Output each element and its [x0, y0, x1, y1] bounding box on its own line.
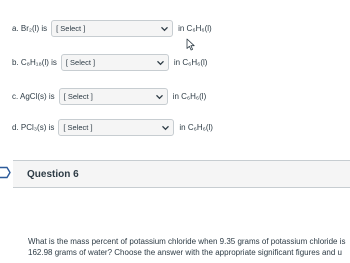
question-6-title: Question 6	[27, 169, 79, 180]
question-a-select[interactable]	[51, 20, 173, 37]
question-6-header	[13, 160, 350, 188]
question-6-text	[28, 236, 350, 258]
question-a-select-value: [ Select ]	[56, 24, 86, 33]
question-a-label: a. Br₂(l) is	[12, 24, 48, 33]
question-6-text-line-2: 162.98 grams of water? Choose the answer with the appropriate significant figures and u	[28, 248, 342, 257]
question-d-row	[12, 119, 213, 136]
question-c-select-value: [ Select ]	[63, 92, 93, 101]
question-b-suffix: in C₆H₆(l)	[173, 58, 208, 67]
question-d-label: d. PCl₃(s) is	[12, 123, 55, 132]
chevron-down-icon	[157, 60, 164, 65]
question-d-select-value: [ Select ]	[63, 123, 93, 132]
question-b-select[interactable]	[61, 54, 169, 71]
chevron-down-icon	[156, 94, 163, 99]
question-b-label: b. C₈H₁₈(l) is	[12, 58, 57, 67]
question-b-row	[12, 54, 207, 71]
question-c-suffix: in C₆H₆(l)	[172, 92, 207, 101]
question-a-row	[12, 20, 212, 37]
question-c-row	[12, 88, 206, 105]
question-d-select[interactable]	[58, 119, 174, 136]
question-c-select[interactable]	[59, 88, 168, 105]
question-a-suffix: in C₆H₆(l)	[178, 24, 212, 33]
chevron-down-icon	[161, 26, 168, 31]
chevron-down-icon	[162, 125, 169, 130]
flag-marker-icon[interactable]	[0, 166, 11, 179]
question-b-select-value: [ Select ]	[65, 58, 96, 67]
mouse-cursor-icon	[186, 38, 196, 51]
question-c-label: c. AgCl(s) is	[12, 92, 55, 101]
question-6-text-line-1: What is the mass percent of potassium chloride when 9.35 grams of potassium chloride is	[28, 237, 346, 246]
question-d-suffix: in C₆H₆(l)	[179, 123, 213, 132]
